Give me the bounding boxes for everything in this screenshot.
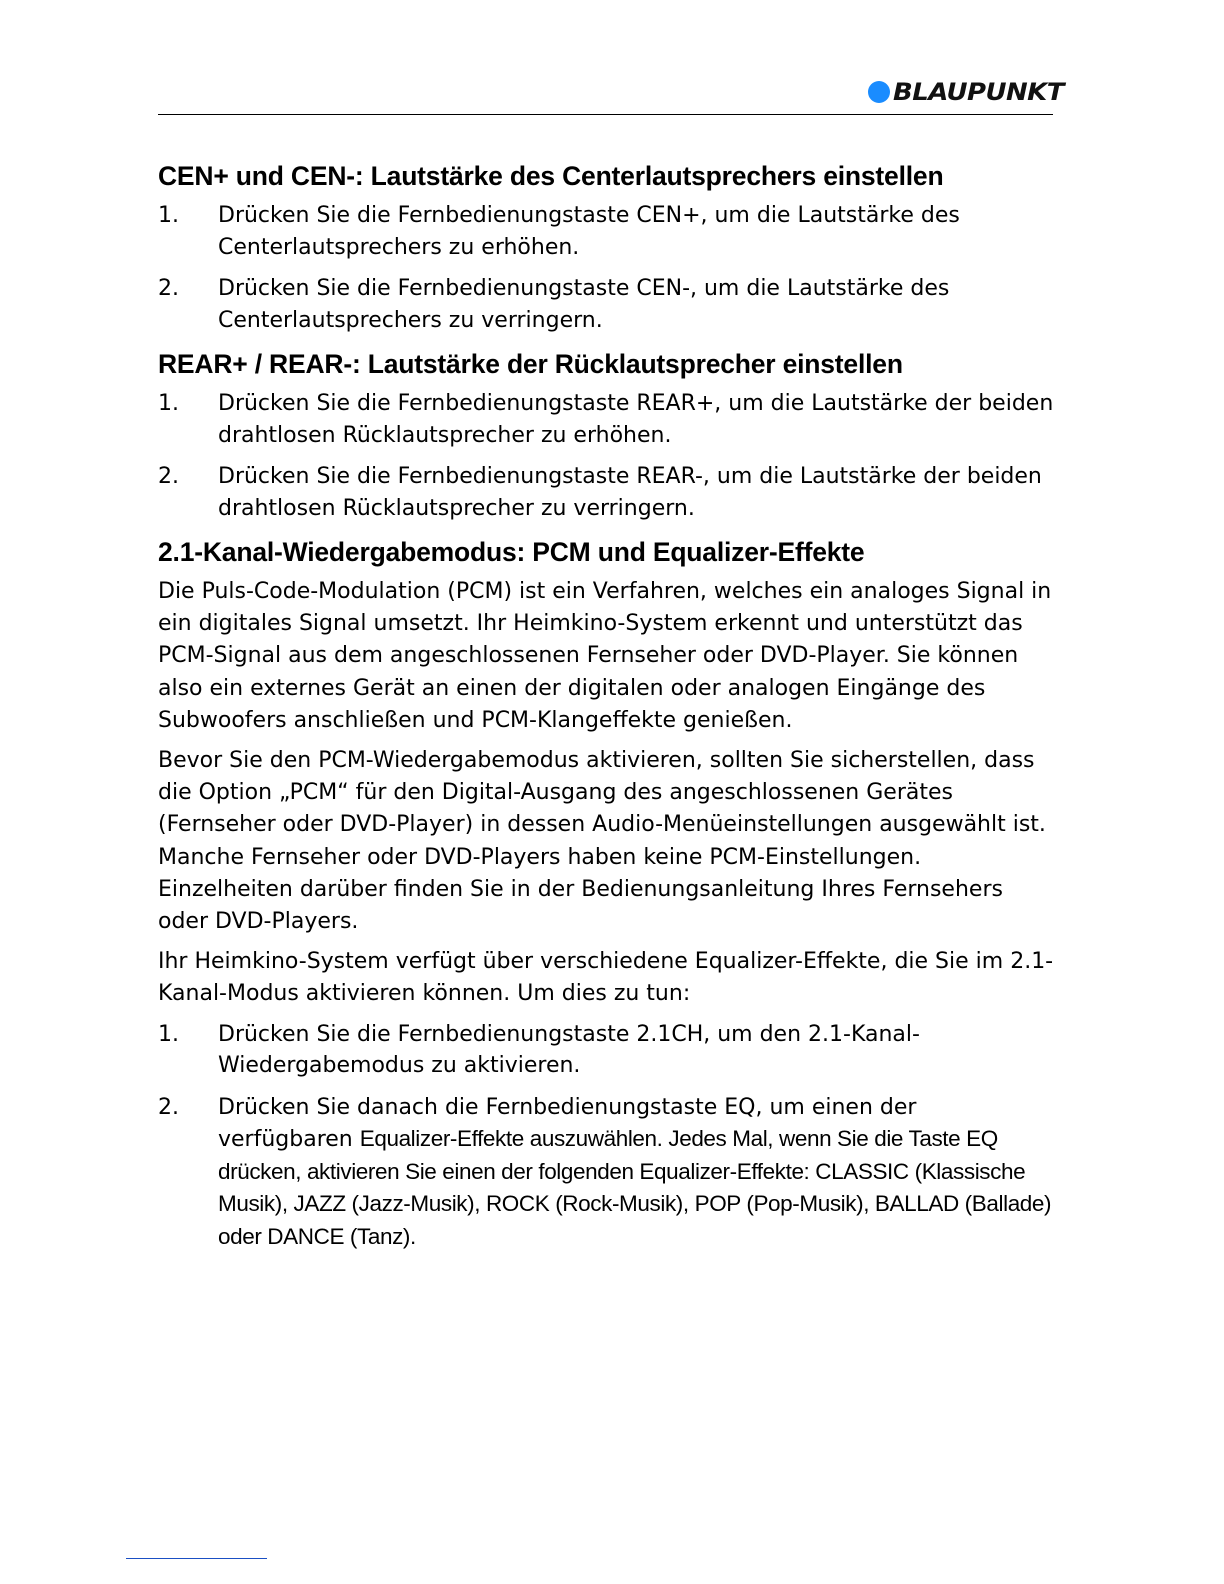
section-heading: 2.1-Kanal-Wiedergabemodus: PCM und Equalizer-Effekte — [158, 537, 865, 567]
brand-dot-icon — [868, 81, 890, 103]
section-pcm-equalizer — [158, 536, 1058, 1253]
step-text: Drücken Sie die Fernbedienungstaste CEN+, um die Lautstärke des Centerlautsprechers zu erhöhen. — [218, 203, 960, 260]
step-number: 1. — [158, 1021, 179, 1047]
paragraph: Die Puls-Code-Modulation (PCM) ist ein Verfahren, welches ein analoges Signal in ein digitales Signal umsetzt. Ihr Heimkino-System erkennt und unterstützt das PCM-Signal aus dem angeschlossenen Fernseher oder DVD-Player. Sie können also ein externes Gerät an einen der digitalen oder analogen Eingänge des Subwoofers anschließen und PCM-Klangeffekte genießen. — [158, 579, 1052, 733]
page-header — [158, 74, 1064, 115]
step-text-part: Drücken Sie danach die Fernbedienungstaste EQ, um einen der verfügbaren — [218, 1094, 917, 1153]
step-text: Drücken Sie die Fernbedienungstaste 2.1CH, um den 2.1-Kanal-Wiedergabemodus zu aktivieren. — [218, 1021, 920, 1079]
brand-name: BLAUPUNKT — [892, 78, 1064, 106]
step-number: 1. — [158, 203, 179, 228]
step-number: 2. — [158, 464, 179, 489]
step-text: Drücken Sie die Fernbedienungstaste REAR-, um die Lautstärke der beiden drahtlosen Rücklautsprecher zu verringern. — [218, 464, 1042, 521]
step-text: Drücken Sie die Fernbedienungstaste REAR+, um die Lautstärke der beiden drahtlosen Rücklautsprecher zu erhöhen. — [218, 391, 1054, 448]
list-item — [158, 388, 1058, 451]
list-item — [158, 461, 1058, 524]
blaupunkt-logo — [868, 78, 1064, 106]
step-number: 2. — [158, 1094, 179, 1120]
page-content — [158, 160, 1058, 1265]
list-item — [158, 1019, 1058, 1082]
step-list — [158, 1019, 1058, 1254]
section-center-speaker — [158, 160, 1058, 336]
section-heading: CEN+ und CEN-: Lautstärke des Centerlautsprechers einstellen — [158, 161, 944, 191]
step-text: Drücken Sie die Fernbedienungstaste CEN-, um die Lautstärke des Centerlautsprechers zu verringern. — [218, 276, 950, 333]
footnote-separator — [126, 1558, 267, 1559]
list-item — [158, 273, 1058, 336]
paragraph: Bevor Sie den PCM-Wiedergabemodus aktivieren, sollten Sie sicherstellen, dass die Option „PCM“ für den Digital-Ausgang des angeschlossenen Gerätes (Fernseher oder DVD-Player) in dessen Audio-Menüeinstellungen ausgewählt ist. Manche Fernseher oder DVD-Players haben keine PCM-Einstellungen. Einzelheiten darüber finden Sie in der Bedienungsanleitung Ihres Fernsehers oder DVD-Players. — [158, 748, 1046, 935]
step-text — [218, 1092, 1058, 1254]
step-text-condensed: Equalizer-Effekte auszuwählen. Jedes Mal, wenn Sie die Taste EQ drücken, aktivieren Sie einen der folgenden Equalizer-Effekte: CLASSIC (Klassische Musik), JAZZ (Jazz-Musik), ROCK (Rock-Musik), POP (Pop-Musik), BALLAD (Ballade) oder DANCE (Tanz). — [218, 1126, 1052, 1249]
step-number: 2. — [158, 276, 179, 301]
paragraph: Ihr Heimkino-System verfügt über verschiedene Equalizer-Effekte, die Sie im 2.1-Kanal-Modus aktivieren können. Um dies zu tun: — [158, 949, 1054, 1007]
step-number: 1. — [158, 391, 179, 416]
step-list — [158, 388, 1058, 524]
section-heading: REAR+ / REAR-: Lautstärke der Rücklautsprecher einstellen — [158, 349, 903, 379]
list-item — [158, 1092, 1058, 1254]
step-list — [158, 200, 1058, 336]
section-rear-speakers — [158, 348, 1058, 524]
list-item — [158, 200, 1058, 263]
